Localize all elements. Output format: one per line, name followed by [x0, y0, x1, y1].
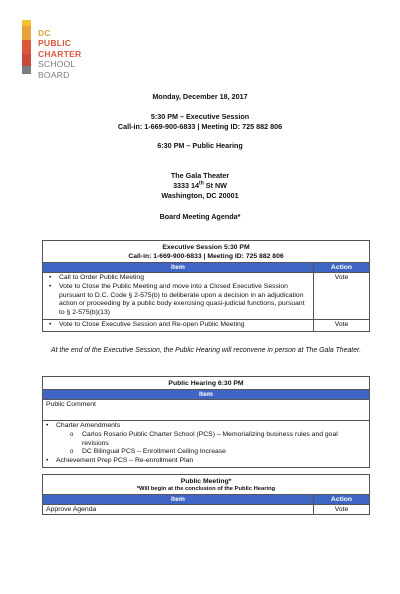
logo-wordmark: [38, 28, 81, 80]
table-row: [43, 399, 369, 420]
action-cell: Vote: [334, 320, 349, 328]
exec-session-time: 5:30 PM – Executive Session: [150, 112, 250, 121]
action-column-header: Action: [330, 264, 353, 271]
sub-list-item: o Carlos Rosario Public Charter School (PCS) – Memorializing business rules and goal revisions: [64, 431, 366, 449]
action-cell: Vote: [334, 274, 349, 281]
venue-city: Washington, DC 20001: [161, 191, 239, 200]
logo-line: DC: [38, 28, 51, 38]
item-column-header: Item: [43, 263, 314, 272]
table-row: [43, 504, 369, 514]
action-column-header: Action: [330, 496, 353, 503]
public-meeting-table: [42, 474, 370, 515]
column-header-row: [43, 389, 369, 399]
hearing-table-title: Public Hearing 6:30 PM: [168, 380, 244, 387]
meeting-table-title: Public Meeting* *Will begin at the conclusion of the Public Hearing: [136, 478, 276, 492]
logo-line: BOARD: [38, 69, 70, 80]
action-cell: Vote: [334, 506, 349, 513]
public-hearing-table: [42, 376, 370, 468]
logo-line: CHARTER: [38, 48, 82, 59]
dcpcsb-logo: [20, 18, 130, 78]
list-item: • Achievement Prep PCS – Re-enrollment Plan: [43, 457, 366, 466]
logo-line: PUBLIC: [38, 38, 72, 49]
venue-address: 3333 14th St NW: [173, 180, 227, 190]
meeting-date: Monday, December 18, 2017: [152, 92, 248, 101]
public-comment-cell: Public Comment: [46, 401, 96, 408]
agenda-title: Board Meeting Agenda*: [159, 212, 241, 221]
column-header-row: [43, 494, 369, 504]
logo-line: SCHOOL: [38, 59, 76, 70]
item-column-header: Item: [199, 391, 213, 398]
table-row: [43, 420, 369, 467]
item-column-header: Item: [43, 495, 314, 504]
amendments-cell: [43, 421, 369, 467]
logo-color-bar: [22, 20, 31, 74]
column-header-row: [43, 262, 369, 272]
table-row: [43, 319, 369, 331]
list-item: • Call to Order Public Meeting: [46, 274, 310, 283]
item-cell: [43, 320, 314, 331]
callin-info: Call-in: 1-669-900-6833 | Meeting ID: 725 882 806: [117, 122, 283, 131]
sub-list-item: o DC Bilingual PCS – Enrollment Ceiling Increase: [64, 448, 366, 457]
reconvene-note: At the end of the Executive Session, the Public Hearing will reconvene in person at The Gala Theater.: [51, 347, 361, 354]
executive-session-table: [42, 240, 370, 332]
item-cell: Approve Agenda: [43, 505, 314, 514]
list-item: • Vote to Close Executive Session and Re-open Public Meeting: [46, 321, 310, 330]
venue-name: The Gala Theater: [170, 171, 230, 180]
exec-table-title: Executive Session 5:30 PM Call-in: 1-669-900-6833 | Meeting ID: 725 882 806: [128, 244, 284, 260]
list-item: • Charter Amendments o Carlos Rosario Public Charter School (PCS) – Memorializing business rules and goal revisions o DC Bilingual PCS – Enrollment Ceiling Increase: [43, 422, 366, 457]
table-title-row: [43, 377, 369, 389]
table-title-row: [43, 475, 369, 494]
list-item: • Vote to Close the Public Meeting and move into a Closed Executive Session pursuant to D.C. Code § 2-575(b) to deliberate upon a decision in an adjudication action or proceeding by a public body exercising quasi-judicial functions, pursuant to § 2-575(b)(13): [46, 283, 310, 318]
table-title-row: [43, 241, 369, 262]
table-row: [43, 272, 369, 319]
item-cell: [43, 273, 314, 319]
hearing-time: 6:30 PM – Public Hearing: [157, 141, 243, 150]
